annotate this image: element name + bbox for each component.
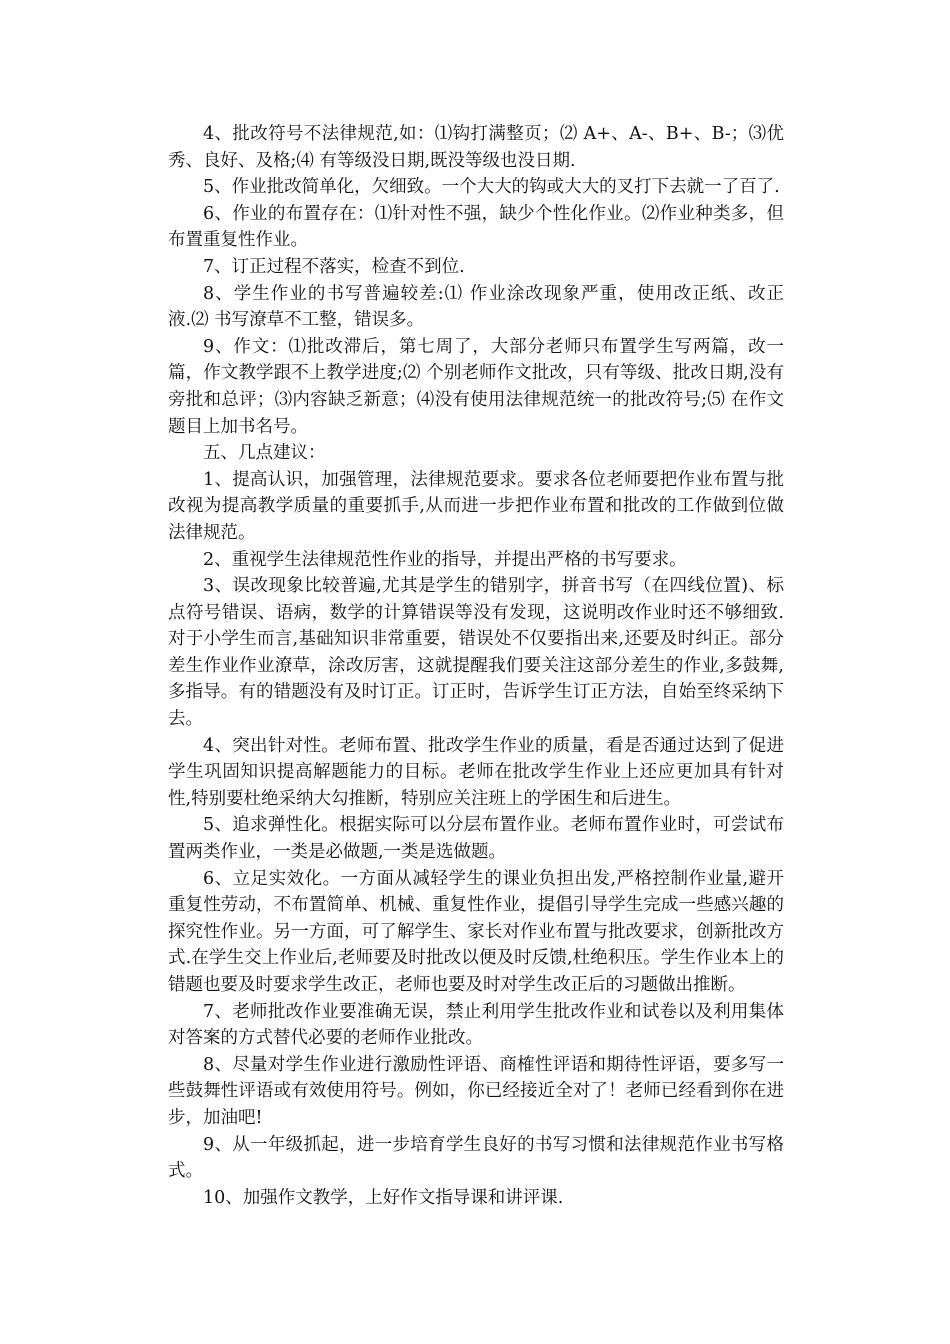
suggestion-1: 1、提高认识，加强管理，法律规范要求。要求各位老师要把作业布置与批改视为提高教学质量的重要抓手,从而进一步把作业布置和批改的工作做到位做法律规范。 [168,469,784,543]
suggestion-3: 3、误改现象比较普遍,尤其是学生的错别字，拼音书写（在四线位置)、标点符号错误、语病，数学的计算错误等没有发现，这说明改作业时还不够细致.对于小学生而言,基础知识非常重要，错误处不仅要指出来,还要及时纠正。部分差生作业作业潦草，涂改厉害，这就提醒我们要关注这部分差生的作业,多鼓舞,多指导。有的错题没有及时订正。订正时，告诉学生订正方法，自始至终采纳下去。 [168,576,784,730]
suggestion-7: 7、老师批改作业要准确无误，禁止利用学生批改作业和试卷以及利用集体对答案的方式替代必要的老师作业批改。 [168,1001,784,1049]
suggestion-9: 9、从一年级抓起，进一步培育学生良好的书写习惯和法律规范作业书写格式。 [168,1134,784,1182]
suggestion-4: 4、突出针对性。老师布置、批改学生作业的质量，看是否通过达到了促进学生巩固知识提高解题能力的目标。老师在批改学生作业上还应更加具有针对性,特别要杜绝采纳大勾推断，特别应关注班上的学困生和后进生。 [168,735,784,809]
suggestion-6: 6、立足实效化。一方面从减轻学生的课业负担出发,严格控制作业量,避开重复性劳动，不布置简单、机械、重复性作业，提倡引导学生完成一些感兴趣的探究性作业。另一方面，可了解学生、家长对作业布置与批改要求，创新批改方式.在学生交上作业后,老师要及时批改以便及时反馈,杜绝积压。学生作业本上的错题也要及时要求学生改正，老师也要及时对学生改正后的习题做出推断。 [168,868,784,995]
suggestion-8: 8、尽量对学生作业进行激励性评语、商榷性评语和期待性评语，要多写一些鼓舞性评语或有效使用符号。例如，你已经接近全对了！老师已经看到你在进步，加油吧! [168,1054,784,1128]
section-heading-suggestions: 五、几点建议： [203,443,326,464]
document-body [168,121,784,1211]
paragraph-item-5-simple-grading: 5、作业批改简单化，欠细致。一个大大的钩或大大的叉打下去就一了百了. [203,177,780,198]
paragraph-item-9-composition: 9、作文：⑴批改滞后，第七周了，大部分老师只布置学生写两篇，改一篇，作文教学跟不上教学进度;⑵ 个别老师作文批改，只有等级、批改日期,没有旁批和总评；⑶内容缺乏新意；⑷没有使用法律规范统一的批改符号;⑸ 在作文题目上加书名号。 [168,336,784,437]
suggestion-2: 2、重视学生法律规范性作业的指导，并提出严格的书写要求。 [203,549,687,570]
paragraph-item-6-assignment-issues: 6、作业的布置存在：⑴针对性不强，缺少个性化作业。⑵作业种类多，但布置重复性作业。 [168,203,784,251]
paragraph-item-7-correction-process: 7、订正过程不落实，检查不到位. [203,256,465,277]
suggestion-5: 5、追求弹性化。根据实际可以分层布置作业。老师布置作业时，可尝试布置两类作业，一类是必做题,一类是选做题。 [168,815,784,863]
suggestion-10: 10、加强作文教学，上好作文指导课和讲评课. [203,1187,564,1208]
paragraph-item-8-handwriting: 8、学生作业的书写普遍较差:⑴ 作业涂改现象严重，使用改正纸、改正液.⑵ 书写潦草不工整，错误多。 [168,283,784,331]
paragraph-item-4-grading-symbols: 4、批改符号不法律规范,如：⑴钩打满整页；⑵ A+、A-、B+、B-；⑶优秀、良好、及格;⑷ 有等级没日期,既没等级也没日期. [168,124,784,171]
